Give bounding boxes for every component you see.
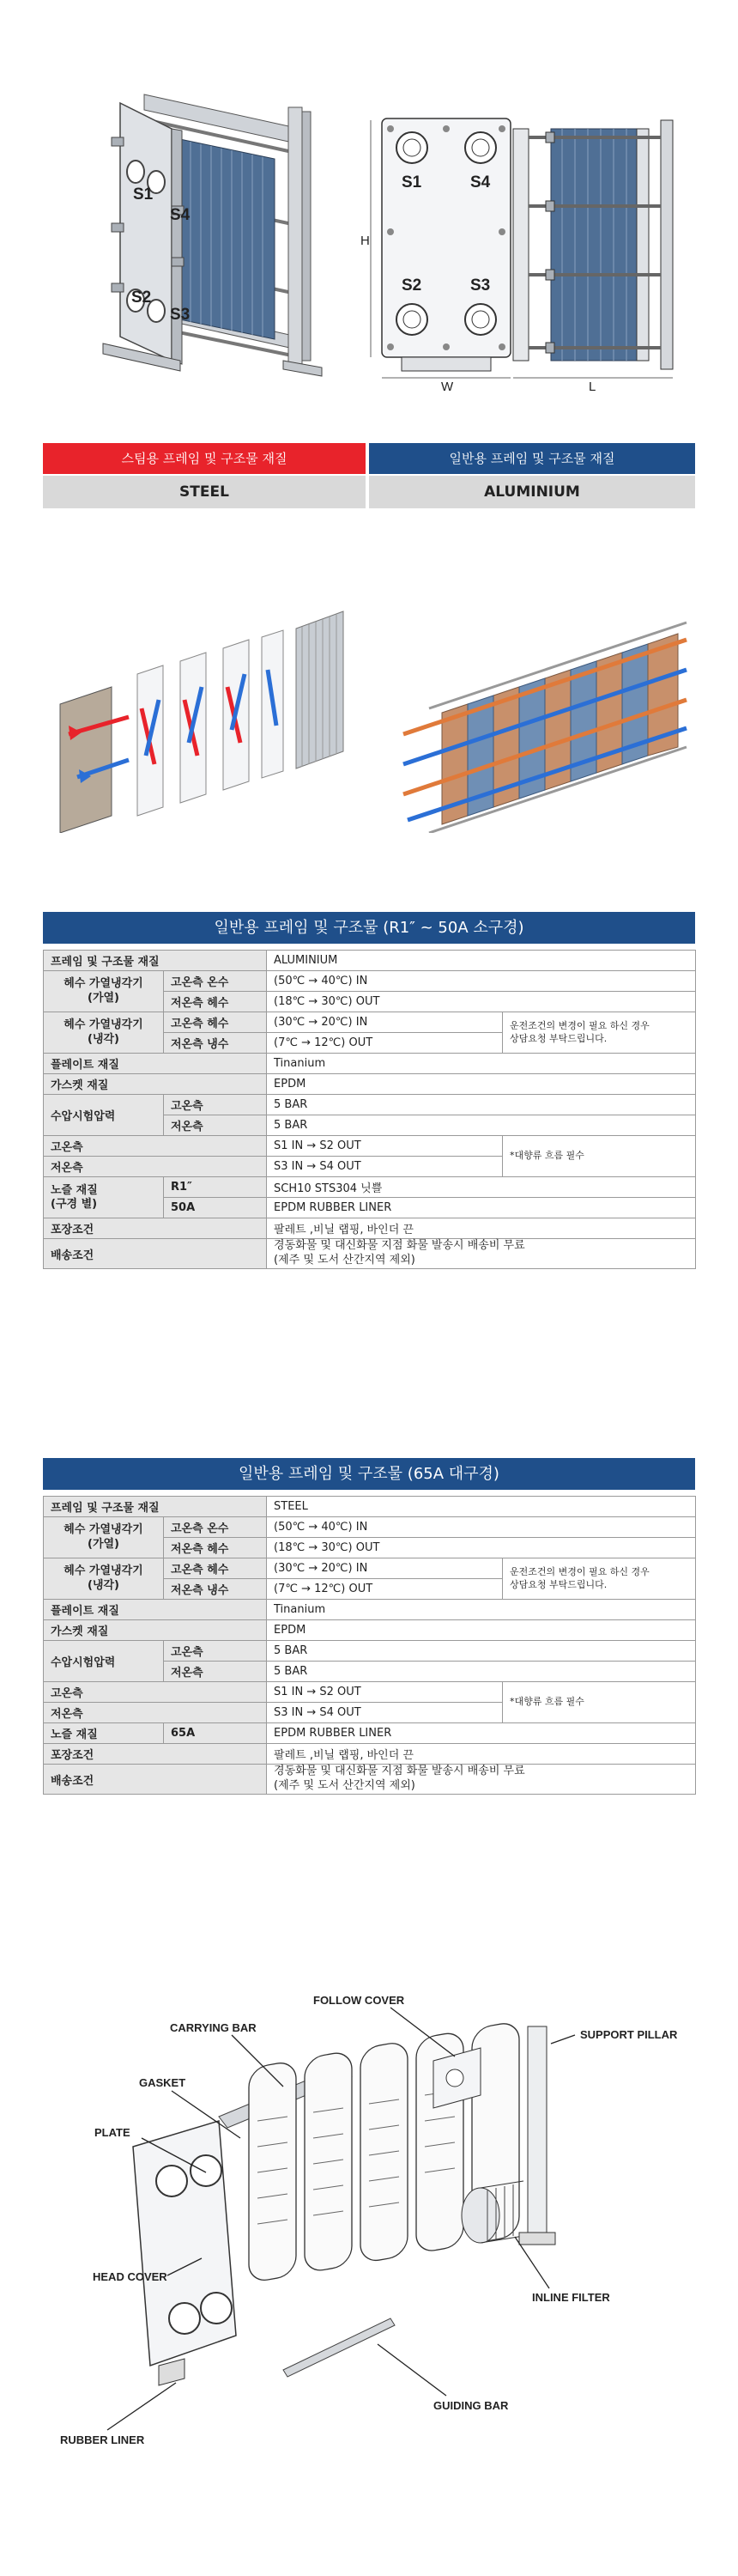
table-row xyxy=(44,1239,696,1269)
packing-value: 팔레트 ,비닐 랩핑, 바인더 끈 xyxy=(267,1218,696,1239)
hot-in-value: (50℃ → 40℃) IN xyxy=(267,971,696,992)
steel-material-value: STEEL xyxy=(43,476,366,508)
port-label-s3-3d: S3 xyxy=(170,306,191,324)
part-head-cover: HEAD COVER xyxy=(93,2270,167,2283)
flow-illustrations xyxy=(0,558,738,833)
packing-value: 팔레트 ,비닐 랩핑, 바인더 끈 xyxy=(267,1744,696,1765)
hot-in-label: 고온측 온수 xyxy=(164,971,267,992)
cooling-label: 헤수 가열냉각기 (냉각) xyxy=(44,1558,164,1600)
table-row xyxy=(44,1054,696,1074)
pressure-label: 수압시험압력 xyxy=(44,1095,164,1136)
port-label-s1-3d: S1 xyxy=(133,185,154,204)
pressure-hot-value: 5 BAR xyxy=(267,1095,696,1115)
nozzle-label: 노즐 재질 (구경 별) xyxy=(44,1177,164,1218)
heating-label: 헤수 가열냉각기 (가열) xyxy=(44,971,164,1012)
part-rubber-liner: RUBBER LINER xyxy=(60,2433,145,2446)
table-row xyxy=(44,1177,696,1198)
table-row xyxy=(44,1095,696,1115)
shipping-value: 경동화물 및 대신화물 지점 화물 발송시 배송비 무료 (제주 및 도서 산간지역 제외) xyxy=(267,1765,696,1795)
hot-side-label: 고온측 xyxy=(44,1682,267,1703)
cold-out-label: 저온측 헤수 xyxy=(164,992,267,1012)
top-product-drawings xyxy=(0,0,738,404)
cooling-label: 헤수 가열냉각기 (냉각) xyxy=(44,1012,164,1054)
table-row xyxy=(44,971,696,992)
cold-out-value: (18℃ → 30℃) OUT xyxy=(267,1538,696,1558)
table-row xyxy=(44,951,696,971)
pressure-cold-value: 5 BAR xyxy=(267,1662,696,1682)
nozzle-r1-label: R1″ xyxy=(164,1177,267,1198)
cold-out-value: (18℃ → 30℃) OUT xyxy=(267,992,696,1012)
nozzle-50a-label: 50A xyxy=(164,1198,267,1218)
assembled-flow-illustration xyxy=(403,623,687,833)
hot-side-label: 고온측 xyxy=(44,1136,267,1157)
pressure-cold-label: 저온측 xyxy=(164,1115,267,1136)
part-inline-filter: INLINE FILTER xyxy=(532,2291,610,2304)
table-row xyxy=(44,1723,696,1744)
table-row xyxy=(44,1641,696,1662)
general-frame-material-header: 일반용 프레임 및 구조물 재질 xyxy=(369,443,695,474)
cold-cool-label: 저온측 냉수 xyxy=(164,1033,267,1054)
hot-in-value: (50℃ → 40℃) IN xyxy=(267,1517,696,1538)
packing-label: 포장조건 xyxy=(44,1218,267,1239)
hot-cool-label: 고온측 헤수 xyxy=(164,1558,267,1579)
hot-in-label: 고온측 온수 xyxy=(164,1517,267,1538)
hot-cool-label: 고온측 헤수 xyxy=(164,1012,267,1033)
dim-label-h: H xyxy=(360,234,370,248)
exploded-parts-diagram xyxy=(0,1975,738,2456)
spec-large-table xyxy=(43,1496,696,1795)
table-row xyxy=(44,1074,696,1095)
pressure-cold-value: 5 BAR xyxy=(267,1115,696,1136)
cold-out-label: 저온측 헤수 xyxy=(164,1538,267,1558)
plate-value: Tinanium xyxy=(267,1600,696,1620)
part-follow-cover: FOLLOW COVER xyxy=(313,1994,405,2007)
port-label-s2-front: S2 xyxy=(402,276,422,295)
hot-side-value: S1 IN → S2 OUT xyxy=(267,1682,503,1703)
dim-label-l: L xyxy=(589,380,596,394)
aluminium-material-value: ALUMINIUM xyxy=(369,476,695,508)
pressure-hot-label: 고온측 xyxy=(164,1641,267,1662)
table-row xyxy=(44,1620,696,1641)
cold-cool-value: (7℃ → 12℃) OUT xyxy=(267,1033,503,1054)
table-row xyxy=(44,1218,696,1239)
plate-label: 플레이트 재질 xyxy=(44,1600,267,1620)
nozzle-label: 노즐 재질 xyxy=(44,1723,164,1744)
frame-value: STEEL xyxy=(267,1497,696,1517)
port-label-s3-front: S3 xyxy=(470,276,491,295)
hot-cool-value: (30℃ → 20℃) IN xyxy=(267,1012,503,1033)
plate-value: Tinanium xyxy=(267,1054,696,1074)
heat-exchanger-3d-view xyxy=(103,94,322,376)
table-row xyxy=(44,1682,696,1703)
spec-large-title: 일반용 프레임 및 구조물 (65A 대구경) xyxy=(43,1458,695,1490)
flow-note: *대향류 흐름 필수 xyxy=(503,1682,696,1723)
gasket-label: 가스켓 재질 xyxy=(44,1620,267,1641)
cold-side-value: S3 IN → S4 OUT xyxy=(267,1157,503,1177)
port-label-s4-front: S4 xyxy=(470,173,491,191)
hot-side-value: S1 IN → S2 OUT xyxy=(267,1136,503,1157)
nozzle-r1-value: SCH10 STS304 닛쁠 xyxy=(267,1177,696,1198)
pressure-hot-label: 고온측 xyxy=(164,1095,267,1115)
frame-label: 프레임 및 구조물 재질 xyxy=(44,1497,267,1517)
spec-small-title: 일반용 프레임 및 구조물 (R1″ ~ 50A 소구경) xyxy=(43,912,695,944)
port-label-s2-3d: S2 xyxy=(131,289,152,307)
shipping-value: 경동화물 및 대신화물 지점 화물 발송시 배송비 무료 (제주 및 도서 산간지역 제외) xyxy=(267,1239,696,1269)
part-guiding-bar: GUIDING BAR xyxy=(433,2399,509,2412)
pressure-cold-label: 저온측 xyxy=(164,1662,267,1682)
part-support-pillar: SUPPORT PILLAR xyxy=(580,2028,678,2041)
table-row xyxy=(44,1744,696,1765)
nozzle-65a-value: EPDM RUBBER LINER xyxy=(267,1723,696,1744)
table-row xyxy=(44,1012,696,1033)
table-row xyxy=(44,1600,696,1620)
condition-note: 운전조건의 변경이 필요 하신 경우 상담요청 부탁드립니다. xyxy=(503,1012,696,1054)
gasket-label: 가스켓 재질 xyxy=(44,1074,267,1095)
pressure-label: 수압시험압력 xyxy=(44,1641,164,1682)
table-row xyxy=(44,1136,696,1157)
table-row xyxy=(44,1497,696,1517)
flow-note: *대향류 흐름 필수 xyxy=(503,1136,696,1177)
cold-cool-value: (7℃ → 12℃) OUT xyxy=(267,1579,503,1600)
heat-exchanger-front-view xyxy=(360,118,511,394)
frame-label: 프레임 및 구조물 재질 xyxy=(44,951,267,971)
table-row xyxy=(44,1765,696,1795)
nozzle-50a-value: EPDM RUBBER LINER xyxy=(267,1198,696,1218)
shipping-label: 배송조건 xyxy=(44,1765,267,1795)
gasket-value: EPDM xyxy=(267,1620,696,1641)
cold-side-value: S3 IN → S4 OUT xyxy=(267,1703,503,1723)
spec-small-table xyxy=(43,950,696,1269)
port-label-s4-3d: S4 xyxy=(170,206,191,224)
dim-label-w: W xyxy=(441,380,454,394)
part-gasket: GASKET xyxy=(139,2076,186,2089)
packing-label: 포장조건 xyxy=(44,1744,267,1765)
cold-side-label: 저온측 xyxy=(44,1157,267,1177)
steam-frame-material-header: 스팀용 프레임 및 구조물 재질 xyxy=(43,443,366,474)
pressure-hot-value: 5 BAR xyxy=(267,1641,696,1662)
part-plate: PLATE xyxy=(94,2126,130,2139)
cold-cool-label: 저온측 냉수 xyxy=(164,1579,267,1600)
frame-value: ALUMINIUM xyxy=(267,951,696,971)
hot-cool-value: (30℃ → 20℃) IN xyxy=(267,1558,503,1579)
condition-note: 운전조건의 변경이 필요 하신 경우 상담요청 부탁드립니다. xyxy=(503,1558,696,1600)
table-row xyxy=(44,1517,696,1538)
plate-label: 플레이트 재질 xyxy=(44,1054,267,1074)
cold-side-label: 저온측 xyxy=(44,1703,267,1723)
nozzle-65a-label: 65A xyxy=(164,1723,267,1744)
part-carrying-bar: CARRYING BAR xyxy=(170,2021,257,2034)
heating-label: 헤수 가열냉각기 (가열) xyxy=(44,1517,164,1558)
heat-exchanger-side-view xyxy=(513,120,673,394)
table-row xyxy=(44,1558,696,1579)
port-label-s1-front: S1 xyxy=(402,173,422,191)
shipping-label: 배송조건 xyxy=(44,1239,267,1269)
exploded-flow-illustration xyxy=(60,611,343,833)
gasket-value: EPDM xyxy=(267,1074,696,1095)
